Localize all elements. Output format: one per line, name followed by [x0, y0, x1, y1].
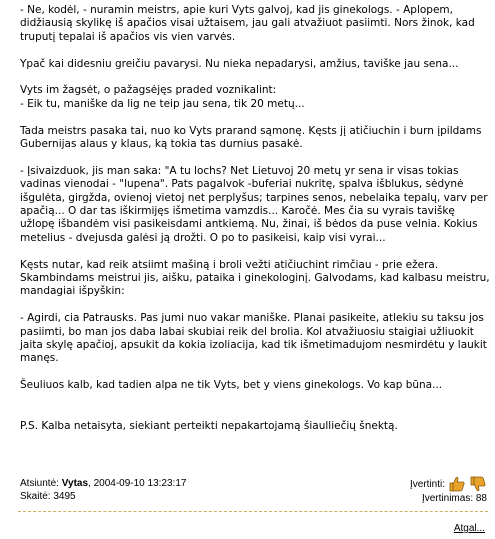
story-paragraph: Vyts im žagsėt, o pažagsėjęs praded voznikalint: - Eik tu, maniške da lig ne teip jau sena, tik 20 metų... — [20, 84, 305, 110]
rating-panel — [410, 476, 487, 505]
story-paragraph: Kęsts nutar, kad reik atsiimt mašiną i broli vežti atičiuchint rimčiau - prie ežera. Skambindams meistrui jis, aišku, pataika i ginekologinį. Galvodams, kad kalbasu meistru, mandagiai išpyškin: — [20, 258, 490, 298]
story-paragraph: - Agirdi, cia Patrausks. Pas jumi nuo vakar maniške. Planai pasikeite, atlekiu su taksu jos pasiimti, bo man jos daba labai skubiai reik del brolia. Kol atvažiuosiu staigiai užliuokit jaita skylę apačioj, apsukit da kokia izoliacija, kad tik išmetimadujom nesmirdėtu y laukit manęs. — [20, 312, 487, 365]
story-body — [20, 4, 490, 446]
divider — [18, 511, 488, 512]
rate-label: Įvertinti: — [409, 478, 445, 490]
author-label: Atsiuntė: — [20, 478, 62, 489]
score-line — [410, 492, 487, 505]
story-paragraph: Šeuliuos kalb, kad tadien alpa ne tik Vyts, bet y viens ginekologs. Vo kap būna... — [20, 379, 443, 392]
back-link[interactable]: Atgal... — [453, 523, 485, 534]
story-paragraph: - Įsivaizduok, jis man saka: "A tu lochs? Net Lietuvoj 20 metų yr sena ir visas tokias vadinas vienodai - "lupena". Pats pagalvok -buferiai nukritę, spalva išblukus, sėdynė išgulėta, girgžda, ovienoj vietoj net perplyšus; tarpines senos, nebelaika tepalų, varv per apačią... O dar tas iškirmijęs išmetima vamzdis... Karočė. Mes čia su vyrais taviškę užlopę išbandėm visi pasikeisdami antkiemą. Nu, žinai, iš bėdos da puse velnia. Kokius metelius - dvejusda galėsi ją drožti. O po to pasikeisi, kaip visi vyrai... — [20, 164, 488, 244]
postscript: P.S. Kalba netaisyta, siekiant perteikti nepakartojamą šiaulliečių šnektą. — [20, 419, 398, 432]
score-value: 88 — [475, 493, 487, 504]
views-count: 3495 — [53, 491, 76, 502]
thumbs-down-icon[interactable] — [469, 476, 487, 492]
thumbs-up-icon[interactable] — [448, 476, 466, 492]
author-name: Vytas — [61, 478, 89, 489]
story-paragraph: - Ne, kodėl, - nuramin meistrs, apie kuri Vyts galvoj, kad jis ginekologs. - Aplopem, didžiausią skylikę iš apačios visai užtaisem, jau gali atvažiuot pasiimti. Nors žinok, kad truputį tepalai iš apačios vis vien varvės. — [20, 4, 475, 43]
views-label: Skaitė: — [20, 491, 54, 502]
story-paragraph: Ypač kai didesniu greičiu pavarysi. Nu nieka nepadarysi, amžius, taviške jau sena... — [20, 57, 459, 70]
post-date: , 2004-09-10 13:23:17 — [88, 478, 187, 489]
rate-row — [410, 476, 487, 492]
score-label: Įvertinimas: — [421, 493, 476, 504]
story-paragraph: Tada meistrs pasaka tai, nuo ko Vyts prarand sąmonę. Kęsts jį atičiuchin i burn įpildams Gubernijas alaus y klaus, ką tokia tas durnius pasakė. — [20, 124, 482, 151]
